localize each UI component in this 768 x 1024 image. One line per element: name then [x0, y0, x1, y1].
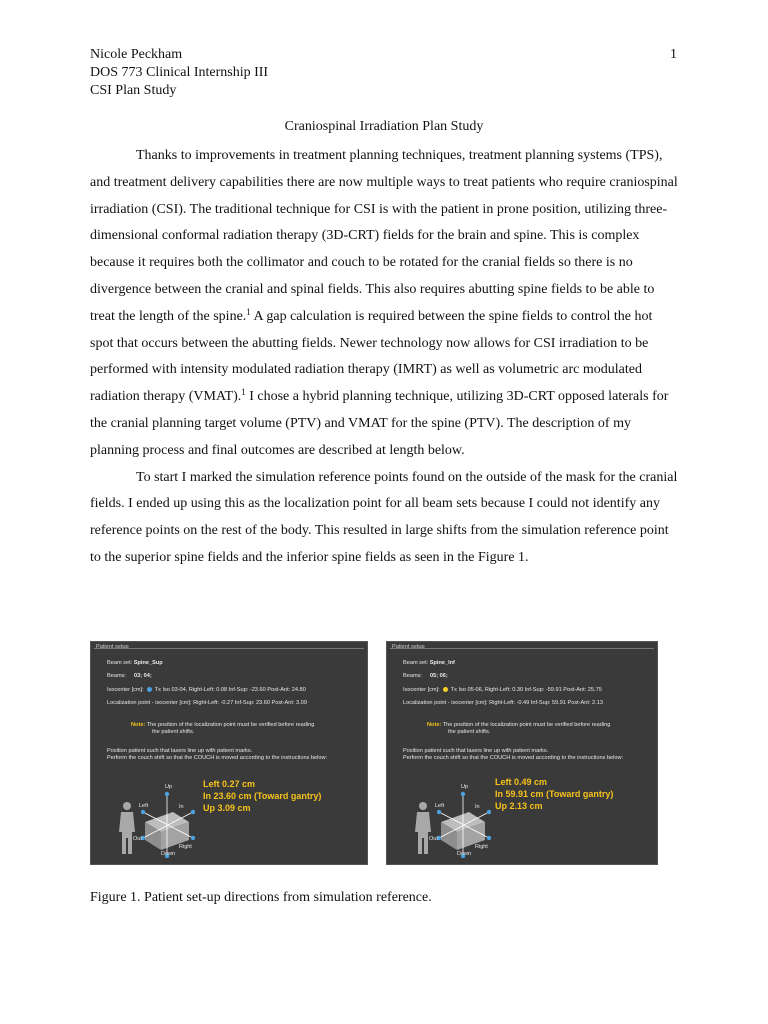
localization-row: [107, 700, 307, 707]
dir-label-right: Right: [179, 844, 192, 850]
dir-label-up: Up: [165, 784, 173, 790]
beam-set-value: Spine_Sup: [133, 660, 163, 666]
beams-value: 03; 04;: [133, 673, 152, 679]
localization-value: Right-Left: -0.27 Inf-Sup: 23.60 Post-Ant: 3.09: [193, 700, 307, 706]
dir-label-out: Out: [133, 836, 142, 842]
note-text: The position of the localization point must be verified before reading: [442, 722, 611, 728]
left-arrow-icon: [437, 810, 441, 814]
isocenter-value: Tx Iso 03-04, Right-Left: 0.08 Inf-Sup: -23.60 Post-Ant: 24.80: [154, 687, 306, 693]
citation-ref: 1: [246, 306, 251, 317]
document-title: Craniospinal Irradiation Plan Study: [284, 119, 484, 134]
couch-shift-longitudinal: In 23.60 cm (Toward gantry): [203, 791, 322, 801]
beam-set-label: Beam set:: [107, 660, 133, 666]
author-name: Nicole Peckham: [90, 47, 183, 62]
instruction-line-2: Perform the couch shift so that the COUCH is moved according to the instructions below:: [107, 755, 328, 761]
isocenter-row: [403, 687, 602, 694]
instruction-line-2: Perform the couch shift so that the COUCH is moved according to the instructions below:: [403, 755, 624, 761]
dir-label-down: Down: [161, 851, 176, 857]
dir-label-out: Out: [429, 836, 438, 842]
localization-value: Right-Left: -0.49 Inf-Sup: 59.91 Post-Ant: 2.13: [489, 700, 603, 706]
localization-label: Localization point - isocenter [cm]:: [107, 700, 192, 706]
couch-direction-diagram: [409, 776, 499, 858]
beams-row: [107, 673, 152, 680]
beams-label: Beams:: [107, 673, 126, 679]
in-arrow-icon: [487, 810, 491, 814]
localization-label: Localization point - isocenter [cm]:: [403, 700, 488, 706]
page-number: 1: [670, 47, 677, 62]
couch-shift-longitudinal: In 59.91 cm (Toward gantry): [495, 789, 614, 799]
couch-shift-vertical: Up 3.09 cm: [203, 803, 251, 813]
paragraph-intro-part-c: I chose a hybrid planning technique, utilizing 3D-CRT opposed laterals for the cranial planning target volume (PTV) and VMAT for the spine (PTV). The description of my planning process and final outcomes are described at length below.: [90, 389, 669, 458]
note-label: Note:: [131, 722, 146, 728]
patient-setup-panel-spine-inf: [386, 641, 658, 865]
citation-ref: 1: [241, 387, 246, 398]
beam-set-row: [107, 660, 163, 667]
note-line-1: [427, 722, 610, 729]
dir-label-in: In: [475, 804, 480, 810]
panel-divider: [94, 648, 364, 649]
in-arrow-icon: [191, 810, 195, 814]
panel-header: Patient setup: [392, 644, 425, 650]
instruction-line-1: Position patient such that lasers line up with patient marks.: [107, 748, 253, 754]
paragraph-intro-part-b: A gap calculation is required between the spine fields to control the hot spot that occurs between the abutting fields. Newer technology now allows for CSI irradiation to be performed with intensity modulated radiation therapy (IMRT) as well as volumetric arc modulated radiation therapy (VMAT).: [90, 308, 653, 405]
isocenter-label: Isocenter [cm]:: [107, 687, 144, 693]
dir-label-in: In: [179, 804, 184, 810]
couch-shift-vertical: Up 2.13 cm: [495, 801, 543, 811]
note-line-1: [131, 722, 314, 729]
isocenter-label: Isocenter [cm]:: [403, 687, 440, 693]
couch-shift-lateral: Left 0.49 cm: [495, 777, 548, 787]
note-line-2: the patient shifts.: [152, 729, 195, 735]
dir-label-left: Left: [139, 803, 149, 809]
running-header: [90, 46, 268, 100]
isocenter-row: [107, 687, 306, 694]
note-text: The position of the localization point must be verified before reading: [146, 722, 315, 728]
up-arrow-icon: [461, 792, 465, 796]
paragraph-intro-part-a: Thanks to improvements in treatment planning techniques, treatment planning systems (TPS), and treatment delivery capabilities there are now multiple ways to treat patients who require craniospinal irradiation (CSI). The traditional technique for CSI is with the patient in prone position, utilizing three-dimensional conformal radiation therapy (3D-CRT) fields for the brain and spine. This is complex because it requires both the collimator and couch to be rotated for the cranial fields so there is no divergence between the cranial and spinal fields. This also requires abutting spine fields to be able to treat the length of the spine.: [90, 148, 678, 324]
right-arrow-icon: [191, 836, 195, 840]
body-text: [90, 143, 678, 572]
beams-value: 05; 06;: [429, 673, 448, 679]
course-name: DOS 773 Clinical Internship III: [90, 65, 269, 80]
right-arrow-icon: [487, 836, 491, 840]
dir-label-left: Left: [435, 803, 445, 809]
isocenter-marker-icon: [147, 687, 152, 692]
paragraph-intro: [90, 143, 678, 465]
localization-row: [403, 700, 603, 707]
panel-divider: [390, 648, 654, 649]
isocenter-marker-icon: [443, 687, 448, 692]
left-arrow-icon: [141, 810, 145, 814]
couch-shift-lateral: Left 0.27 cm: [203, 779, 256, 789]
dir-label-up: Up: [461, 784, 469, 790]
beams-label: Beams:: [403, 673, 422, 679]
document-subject: CSI Plan Study: [90, 83, 177, 98]
dir-label-right: Right: [475, 844, 488, 850]
figure-caption: Figure 1. Patient set-up directions from simulation reference.: [90, 890, 432, 905]
couch-direction-diagram: [113, 776, 203, 858]
beam-set-value: Spine_Inf: [429, 660, 455, 666]
person-silhouette-icon: [415, 802, 431, 854]
beams-row: [403, 673, 448, 680]
patient-setup-panel-spine-sup: [90, 641, 368, 865]
isocenter-value: Tx Iso 05-06, Right-Left: 0.30 Inf-Sup: -59.91 Post-Ant: 25.75: [450, 687, 602, 693]
note-line-2: the patient shifts.: [448, 729, 491, 735]
note-label: Note:: [427, 722, 442, 728]
beam-set-label: Beam set:: [403, 660, 429, 666]
dir-label-down: Down: [457, 851, 472, 857]
person-silhouette-icon: [119, 802, 135, 854]
panel-header: Patient setup: [96, 644, 129, 650]
instruction-line-1: Position patient such that lasers line up with patient marks.: [403, 748, 549, 754]
beam-set-row: [403, 660, 455, 667]
up-arrow-icon: [165, 792, 169, 796]
paragraph-setup: To start I marked the simulation reference points found on the outside of the mask for the cranial fields. I ended up using this as the localization point for all beam sets because I could not identify any reference points on the rest of the body. This resulted in large shifts from the simulation reference point to the superior spine fields and the inferior spine fields as seen in the Figure 1.: [90, 469, 678, 565]
